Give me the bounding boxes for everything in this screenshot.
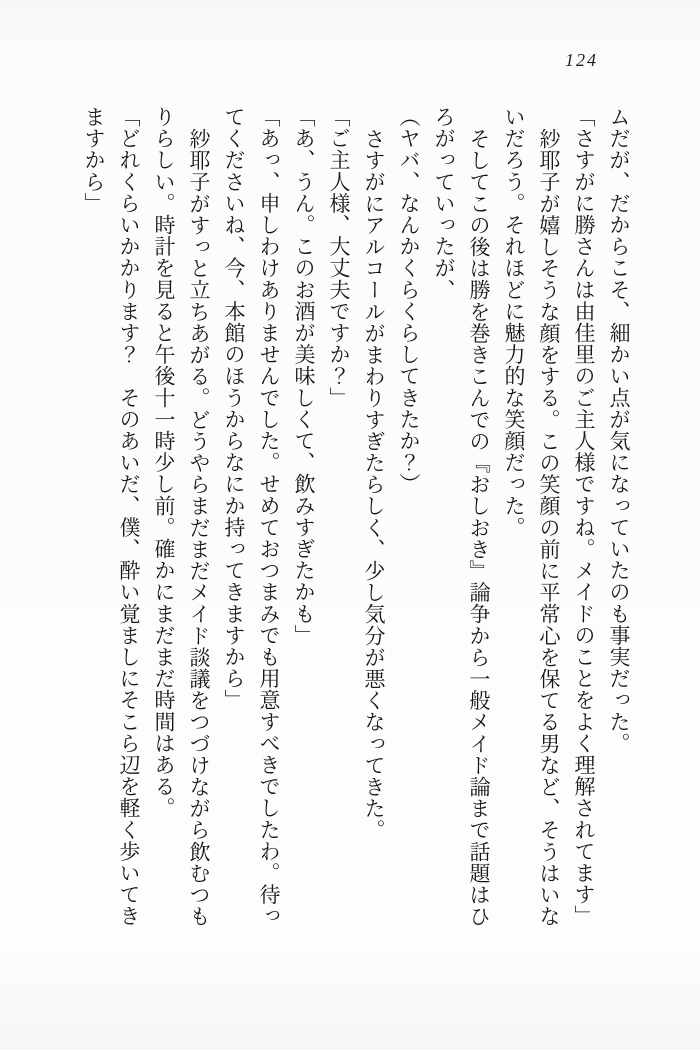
text-column-14: りらしい。時計を見ると午後十一時少し前。確かにまだまだ時間はある。 [152,106,176,819]
text-column-10: 「あ、うん。このお酒が美味しくて、飲みすぎたかも」 [292,106,316,646]
text-column-13: 紗耶子がすっと立ちあがる。どうやらまだまだメイド談議をつづけながら飲むつも [187,128,211,928]
text-column-7: （ヤバ、なんかくらくらしてきたか？） [397,106,421,495]
text-column-15: 「どれくらいかかります？ そのあいだ、僕、酔い覚ましにそこら辺を軽く歩いてき [117,106,141,927]
text-column-16: ますから」 [82,106,106,214]
text-column-2: 「さすがに勝さんは由佳里のご主人様ですね。メイドのことをよく理解されてます」 [572,106,596,927]
vertical-text-block [76,106,636,950]
text-column-12: てくださいね、今、本館のほうからなにか持ってきますから」 [222,106,246,711]
text-column-11: 「あっ、申しわけありませんでした。せめておつまみでも用意すべきでしたわ。待っ [257,106,281,927]
text-column-4: いだろう。それほどに魅力的な笑顔だった。 [502,106,526,538]
text-column-1: ムだが、だからこそ、細かい点が気になっていたのも事実だった。 [607,106,631,754]
page-number: 124 [565,50,598,70]
text-column-6: ろがっていったが、 [432,106,456,301]
text-column-8: さすがにアルコールがまわりすぎたらしく、少し気分が悪くなってきた。 [362,128,386,841]
text-column-3: 紗耶子が嬉しそうな顔をする。この笑顔の前に平常心を保てる男など、そうはいな [537,128,561,928]
text-column-9: 「ご主人様、大丈夫ですか？」 [327,106,351,409]
text-column-5: そしてこの後は勝を巻きこんでの『おしおき』論争から一般メイド論まで話題はひ [467,128,491,928]
